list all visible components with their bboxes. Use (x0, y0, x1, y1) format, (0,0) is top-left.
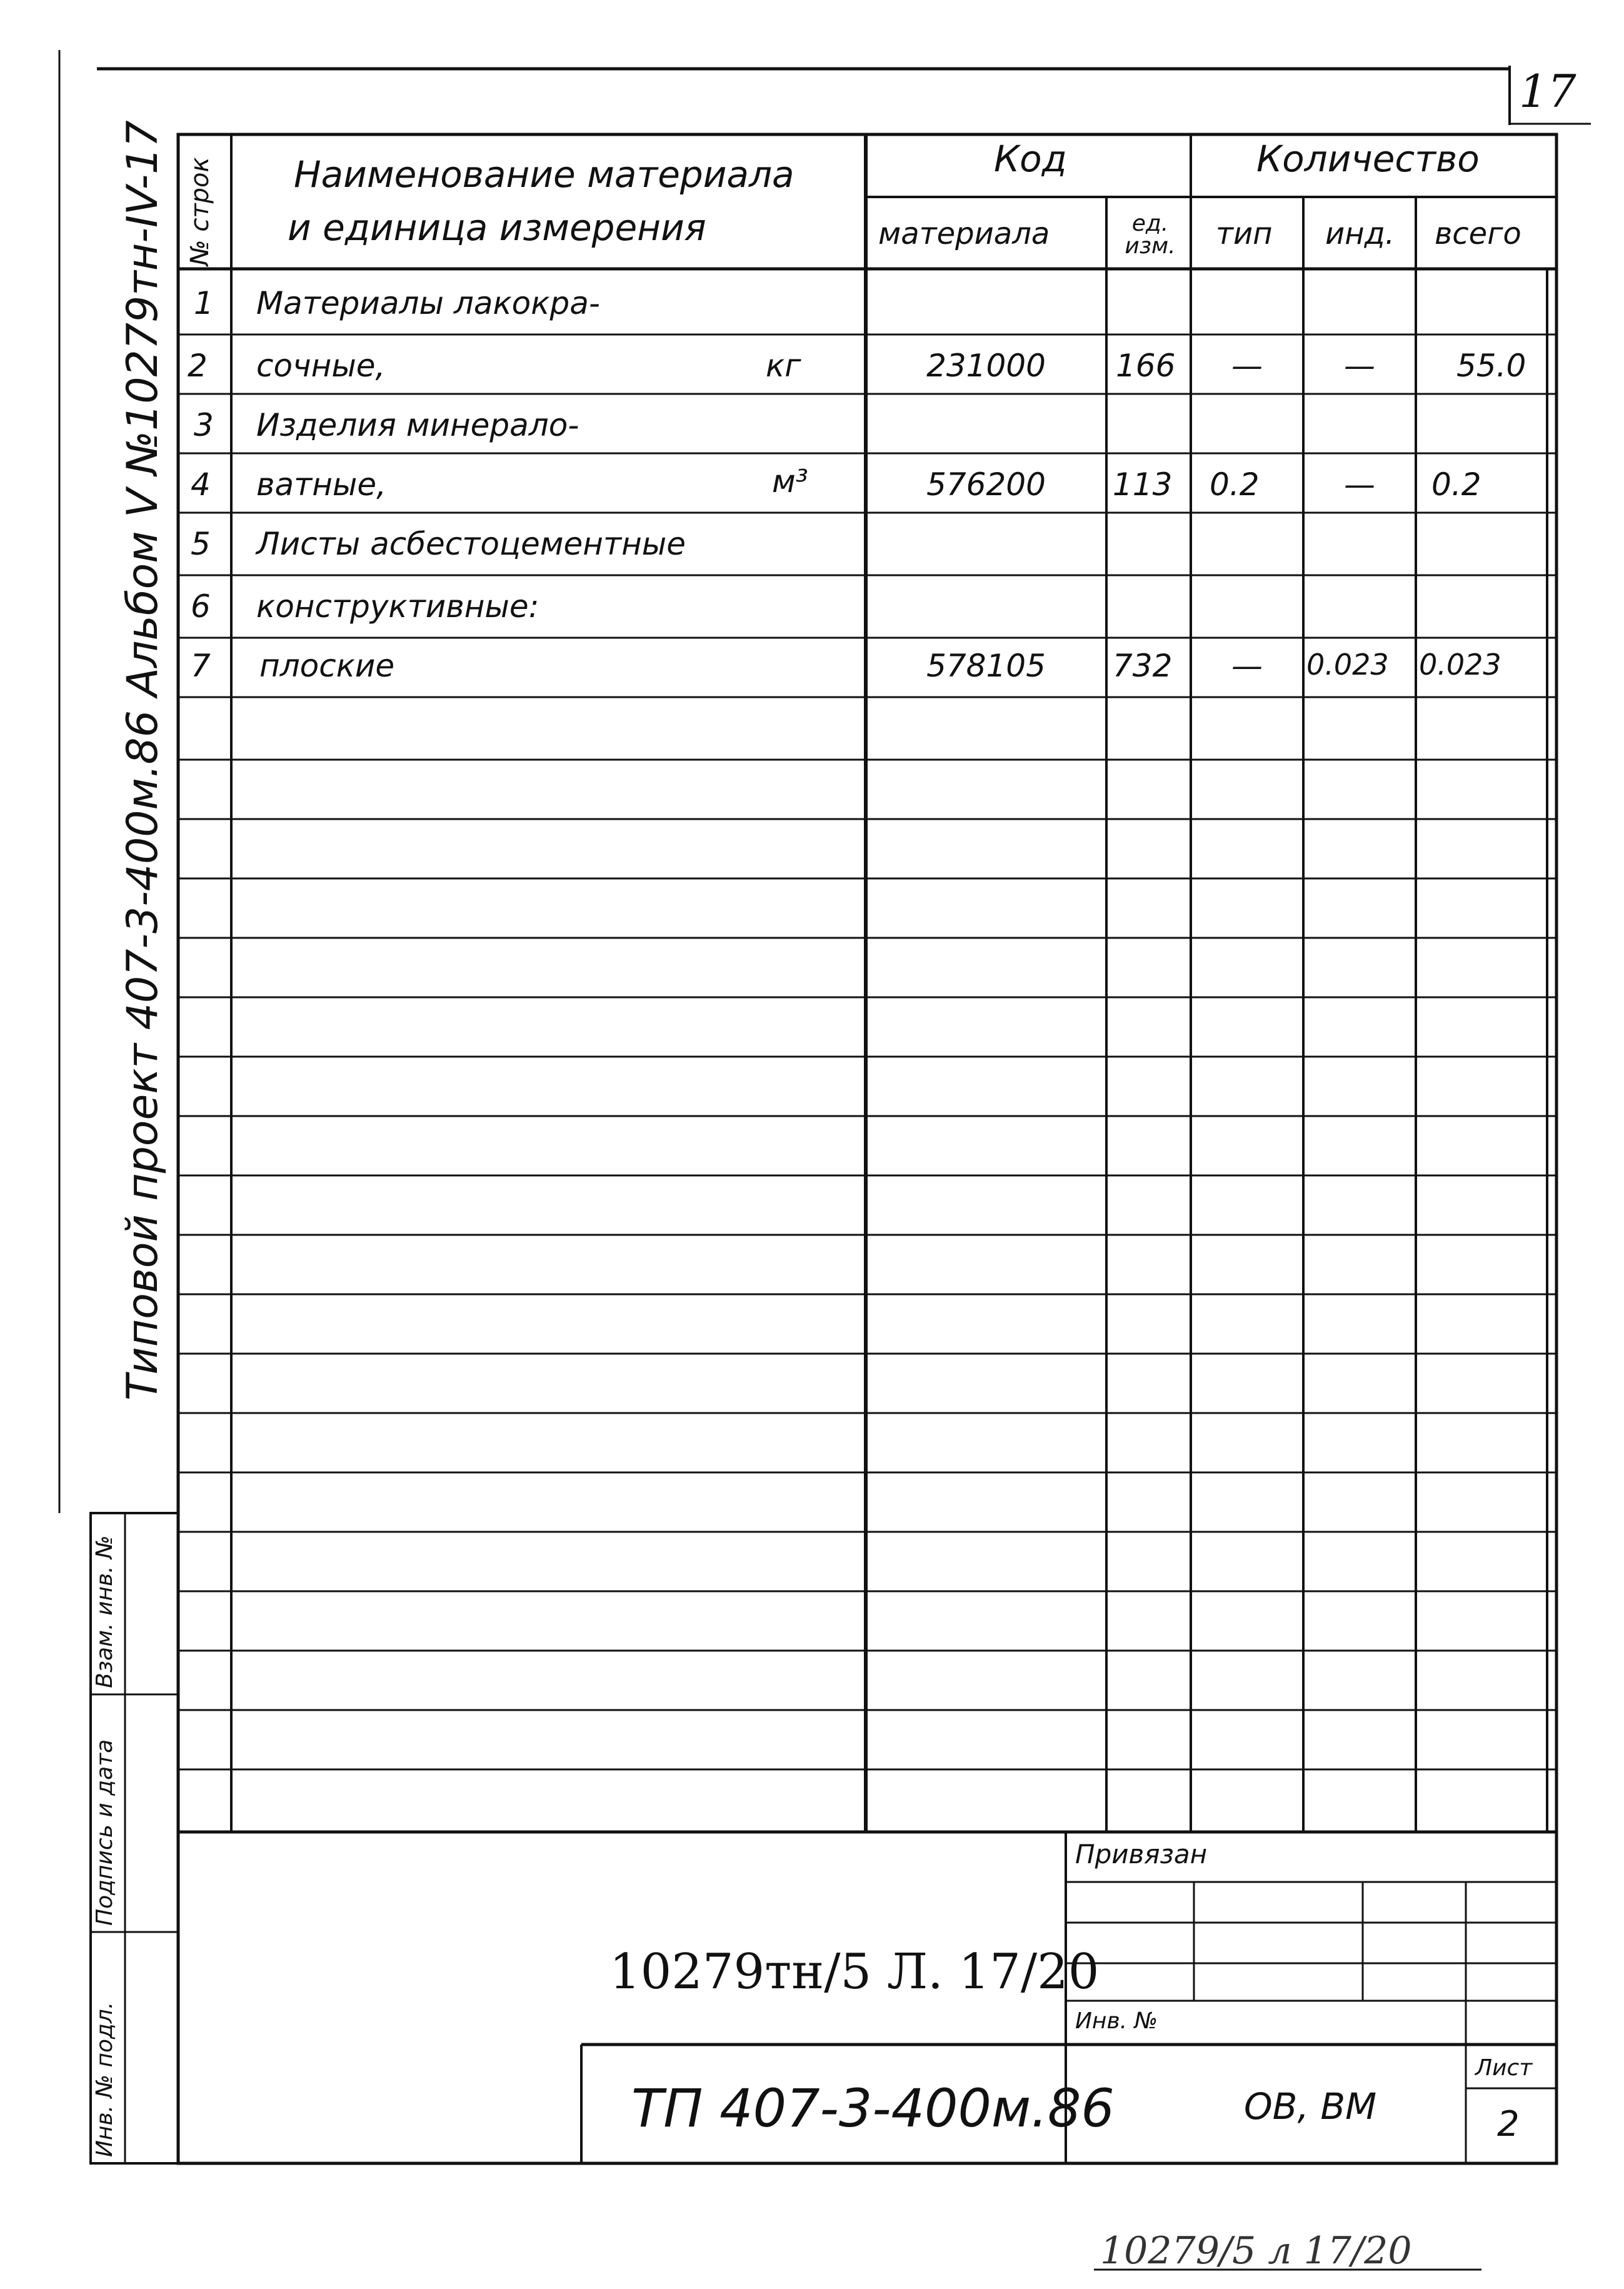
row-name: плоские (259, 648, 395, 684)
footer-reference: 10279/5 л 17/20 (1100, 2229, 1412, 2273)
header-name-line2: и единица измерения (288, 206, 706, 249)
privyazan-label: Привязан (1075, 1839, 1208, 1869)
header-code-group: Код (994, 138, 1067, 180)
sheet-number: 2 (1497, 2104, 1520, 2145)
row-number: 6 (191, 588, 211, 625)
row-unit: м³ (772, 463, 808, 500)
stamp-inv-podl: Инв. № подл. (92, 2001, 118, 2157)
header-code-unit: ед. изм. (1125, 211, 1176, 259)
row-name: Материалы лакокра- (256, 285, 600, 321)
row-number: 5 (191, 526, 211, 562)
row-name: сочные, (256, 348, 386, 384)
stamp-podpis-data: Подпись и дата (92, 1739, 118, 1926)
row-qty-ind: 0.023 (1306, 648, 1389, 682)
row-material-code: 576200 (926, 466, 1046, 503)
row-qty-type: 0.2 (1210, 466, 1260, 503)
row-number: 7 (191, 648, 211, 684)
document-designation: ТП 407-3-400м.86 (631, 2078, 1115, 2139)
row-qty-ind: — (1344, 348, 1375, 384)
row-qty-total: 55.0 (1456, 348, 1526, 384)
row-unit-code: 113 (1113, 466, 1173, 503)
stamp-vzam-inv: Взам. инв. № (92, 1535, 118, 1688)
row-unit-code: 166 (1116, 348, 1176, 384)
row-material-code: 231000 (926, 348, 1046, 384)
row-qty-type: — (1231, 348, 1263, 384)
row-qty-total: 0.2 (1431, 466, 1481, 503)
row-name: ватные, (256, 466, 387, 503)
row-name: Изделия минерало- (256, 407, 579, 443)
side-title: Типовой проект 407-3-400м.86 Альбом V №10279тн-IV-17 (118, 120, 168, 1401)
header-qty-type: тип (1216, 216, 1273, 251)
row-name: конструктивные: (256, 588, 539, 625)
header-qty-group: Количество (1256, 138, 1480, 180)
row-qty-total: 0.023 (1419, 648, 1501, 682)
header-code-material: материала (878, 216, 1050, 251)
sheet-label: Лист (1475, 2055, 1533, 2081)
row-unit: кг (766, 348, 801, 384)
header-qty-ind: инд. (1325, 216, 1395, 251)
row-number: 3 (194, 407, 214, 443)
inv-no-label: Инв. № (1075, 2008, 1158, 2034)
row-qty-type: — (1231, 648, 1263, 684)
header-qty-total: всего (1435, 216, 1521, 251)
header-row-number: № строк (186, 157, 214, 266)
row-qty-ind: — (1344, 466, 1375, 503)
row-number: 4 (191, 466, 211, 503)
row-unit-code: 732 (1113, 648, 1173, 684)
row-number: 1 (194, 285, 214, 321)
document-mark: ОВ, ВМ (1244, 2085, 1377, 2128)
page-number: 17 (1519, 65, 1576, 118)
row-name: Листы асбестоцементные (256, 526, 686, 562)
handwritten-reference: 10279тн/5 Л. 17/20 (609, 1944, 1100, 2000)
header-name-line1: Наименование материала (294, 153, 794, 196)
row-number: 2 (188, 348, 208, 384)
row-material-code: 578105 (926, 648, 1046, 684)
